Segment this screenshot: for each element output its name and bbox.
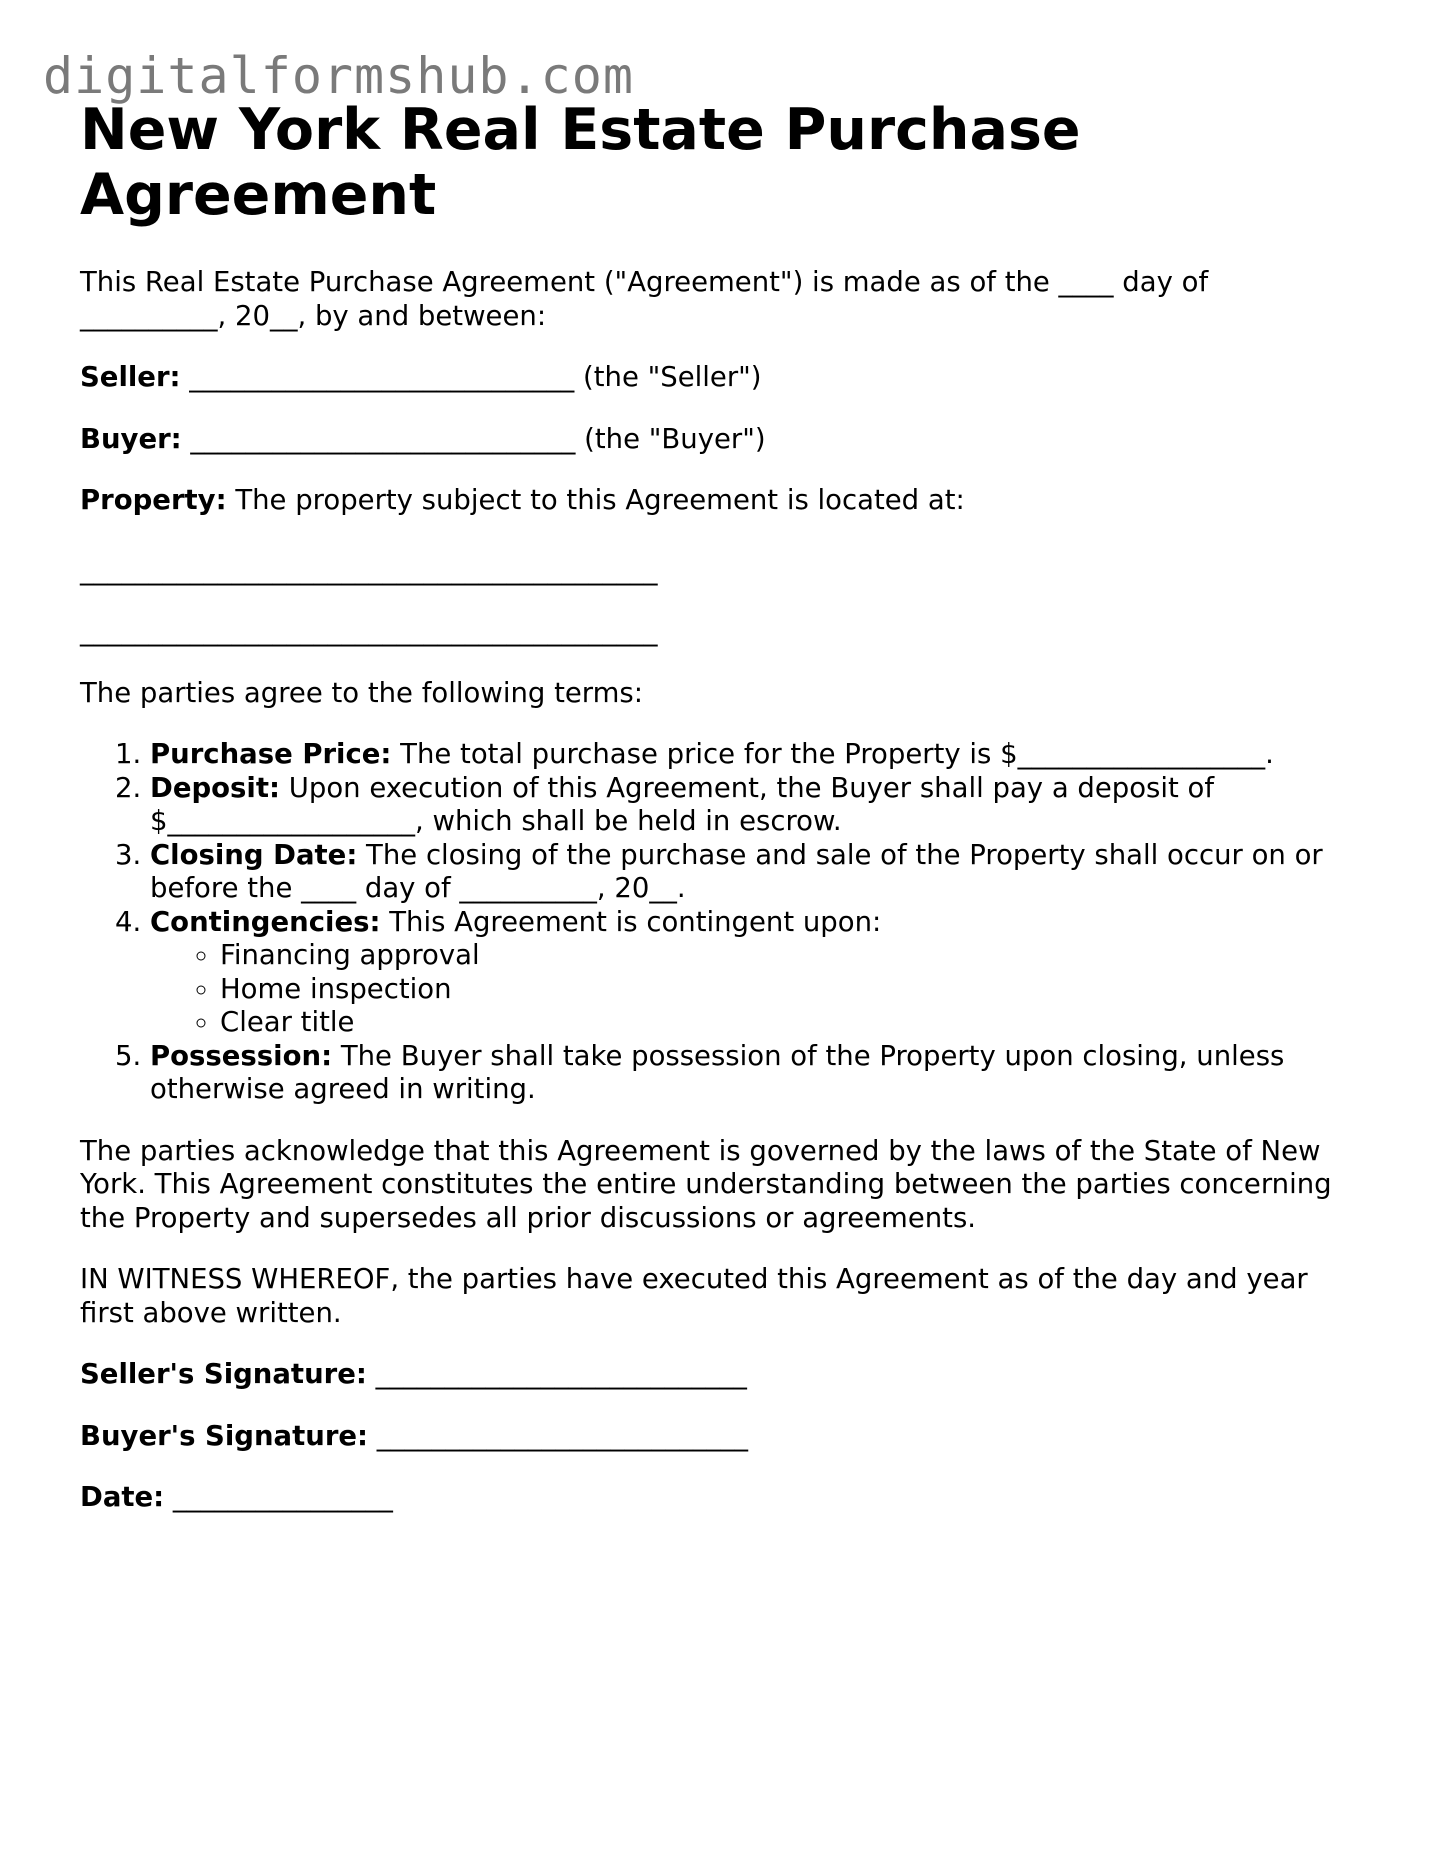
property-address-line-2[interactable]: __________________________________________ xyxy=(80,615,658,647)
contingencies-label: Contingencies: xyxy=(150,905,381,938)
buyer-label: Buyer: xyxy=(80,422,182,455)
purchase-price-text: The total purchase price for the Property is $__________________. xyxy=(391,738,1274,770)
property-label: Property: xyxy=(80,484,227,516)
buyer-signature-label: Buyer's Signature: xyxy=(80,1419,369,1452)
term-deposit xyxy=(150,772,1370,839)
seller-suffix: (the "Seller") xyxy=(583,361,762,393)
purchase-price-label: Purchase Price: xyxy=(150,738,392,770)
document-body xyxy=(80,98,1370,1515)
contingency-item: ◦ Clear title xyxy=(220,1006,1370,1040)
intro-line-2: __________, 20__, by and between: xyxy=(80,299,547,332)
property-text: The property subject to this Agreement is located at: xyxy=(226,484,965,516)
date-label: Date: xyxy=(80,1481,165,1513)
buyer-signature-line xyxy=(80,1420,1370,1454)
page-title: New York Real Estate Purchase Agreement xyxy=(80,97,1081,228)
intro-line-1: This Real Estate Purchase Agreement ("Agreement") is made as of the ____ day of xyxy=(80,266,1209,298)
deposit-label: Deposit: xyxy=(150,771,280,804)
seller-line xyxy=(80,361,1370,395)
date-line xyxy=(80,1481,1370,1515)
contingencies-text: This Agreement is contingent upon: xyxy=(380,905,882,938)
seller-signature-blank[interactable]: ___________________________ xyxy=(366,1358,747,1390)
closing-date-label: Closing Date: xyxy=(150,838,358,871)
contingency-item: ◦ Home inspection xyxy=(220,973,1370,1007)
possession-text: The Buyer shall take possession of the Property upon closing, unless otherwise agreed in writing. xyxy=(150,1039,1285,1105)
seller-signature-label: Seller's Signature: xyxy=(80,1358,367,1390)
intro-paragraph xyxy=(80,266,1370,333)
governing-law-paragraph: The parties acknowledge that this Agreement is governed by the laws of the State of New York. This Agreement constitutes the entire understanding between the parties concerning the Property and supersedes all prior discussions or agreements. xyxy=(80,1134,1332,1234)
buyer-blank[interactable]: ____________________________ xyxy=(181,422,585,455)
seller-signature-line xyxy=(80,1358,1370,1392)
term-purchase-price xyxy=(150,738,1370,772)
seller-blank[interactable]: ____________________________ xyxy=(180,361,584,393)
witness-paragraph: IN WITNESS WHEREOF, the parties have executed this Agreement as of the day and year first above written. xyxy=(80,1263,1308,1329)
contingency-item: ◦ Financing approval xyxy=(220,939,1370,973)
buyer-signature-blank[interactable]: ___________________________ xyxy=(368,1419,749,1452)
deposit-text: Upon execution of this Agreement, the Buyer shall pay a deposit of $__________________, which shall be held in escrow. xyxy=(150,771,1215,837)
buyer-line xyxy=(80,423,1370,457)
term-contingencies xyxy=(150,906,1370,1040)
term-closing-date xyxy=(150,839,1370,906)
property-line xyxy=(80,484,1370,518)
contingencies-list xyxy=(150,939,1370,1040)
seller-label: Seller: xyxy=(80,361,181,393)
terms-intro: The parties agree to the following terms: xyxy=(80,676,643,709)
date-blank[interactable]: ________________ xyxy=(164,1481,393,1513)
buyer-suffix: (the "Buyer") xyxy=(584,422,766,455)
property-address-block xyxy=(80,554,1370,649)
possession-label: Possession: xyxy=(150,1039,333,1072)
watermark: digitalformshub.com xyxy=(43,47,634,105)
closing-date-text: The closing of the purchase and sale of the Property shall occur on or before the ____ day of __________, 20__. xyxy=(150,838,1323,904)
terms-list xyxy=(80,738,1370,1107)
term-possession xyxy=(150,1040,1370,1107)
property-address-line-1[interactable]: __________________________________________ xyxy=(80,553,658,586)
